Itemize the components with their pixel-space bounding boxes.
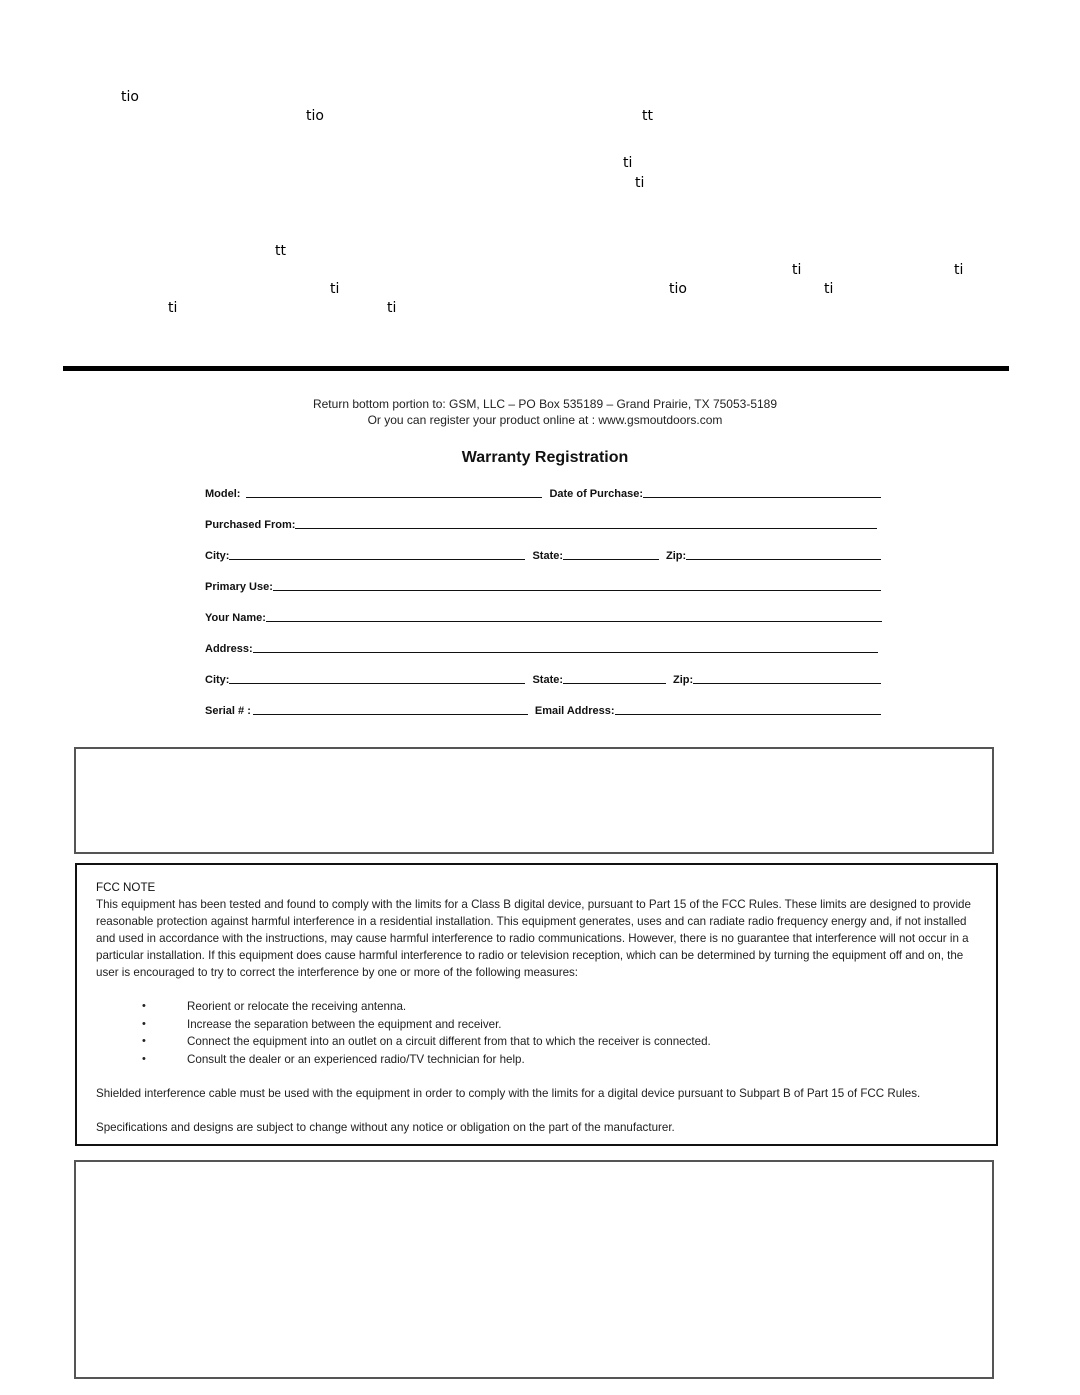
- form-row-serial-email: [205, 701, 881, 717]
- your-name-field[interactable]: [266, 609, 882, 622]
- city-field[interactable]: [229, 547, 525, 560]
- text-fragment: ti: [623, 155, 633, 171]
- fcc-note-title: FCC NOTE: [96, 881, 156, 894]
- city-field-2[interactable]: [229, 671, 525, 684]
- bullet-icon: •: [142, 1017, 146, 1030]
- text-fragment: tio: [121, 89, 139, 105]
- list-item: [96, 1051, 976, 1069]
- city-label-2: City:: [205, 674, 230, 686]
- zip-field-2[interactable]: [693, 671, 881, 684]
- measure-text: Reorient or relocate the receiving antenna.: [187, 1000, 407, 1013]
- date-of-purchase-label: Date of Purchase:: [549, 488, 643, 500]
- form-row-model: [205, 484, 881, 500]
- text-fragment: ti: [954, 262, 964, 278]
- return-address: Return bottom portion to: GSM, LLC – PO Box 535189 – Grand Prairie, TX 75053-5189: [312, 397, 778, 411]
- text-fragment: tio: [306, 108, 324, 124]
- email-address-field[interactable]: [615, 702, 881, 715]
- text-fragment: ti: [387, 300, 397, 316]
- bullet-icon: •: [142, 1052, 146, 1065]
- measure-text: Connect the equipment into an outlet on a circuit different from that to which the receiver is connected.: [187, 1035, 711, 1048]
- fcc-note-body: This equipment has been tested and found to comply with the limits for a Class B digital device, pursuant to Part 15 of the FCC Rules. These limits are designed to provide reasonable protection against harmful interference in a residential installation. This equipment generates, uses and can radiate radio frequency energy and, if not installed and used in accordance with the instructions, may cause harmful interference to radio communications. However, there is no guarantee that interference will not occur in a particular installation. If this equipment does cause harmful interference to radio or television reception, which can be determined by turning the equipment off and on, the user is encouraged to try to correct the interference by one or more of the following measures:: [96, 898, 971, 979]
- text-fragment: ti: [330, 281, 340, 297]
- form-row-primary-use: [205, 577, 881, 593]
- text-fragment: tt: [275, 243, 286, 259]
- text-fragment: ti: [824, 281, 834, 297]
- measure-text: Increase the separation between the equipment and receiver.: [187, 1017, 502, 1031]
- date-of-purchase-field[interactable]: [643, 485, 881, 498]
- primary-use-label: Primary Use:: [205, 581, 273, 593]
- bullet-icon: •: [142, 1035, 146, 1047]
- serial-field[interactable]: [253, 702, 528, 715]
- zip-field[interactable]: [686, 547, 881, 560]
- state-label: State:: [532, 550, 564, 562]
- register-online-note: Or you can register your product online at : www.gsmoutdoors.com: [367, 413, 723, 427]
- empty-box-bottom: [74, 1160, 994, 1379]
- form-row-address: [205, 639, 878, 655]
- text-fragment: tt: [642, 108, 653, 124]
- purchased-from-label: Purchased From:: [205, 519, 296, 531]
- form-row-purchased-from: [205, 515, 877, 531]
- list-item: [96, 1016, 976, 1034]
- cut-line-divider: [63, 366, 1009, 371]
- address-field[interactable]: [253, 640, 878, 653]
- primary-use-field[interactable]: [273, 578, 881, 591]
- form-row-city-state-zip-2: [205, 670, 881, 686]
- form-row-city-state-zip: [205, 546, 881, 562]
- text-fragment: ti: [635, 175, 645, 191]
- state-field-2[interactable]: [563, 671, 666, 684]
- warranty-registration-title: Warranty Registration: [461, 449, 629, 466]
- zip-label-2: Zip:: [673, 674, 694, 686]
- text-fragment: ti: [168, 300, 178, 316]
- email-address-label: Email Address:: [534, 705, 615, 717]
- bullet-icon: •: [142, 1000, 146, 1012]
- city-label: City:: [205, 550, 230, 562]
- list-item: [96, 1033, 976, 1051]
- empty-box-top: [74, 747, 994, 854]
- serial-label: Serial # :: [205, 705, 251, 717]
- state-label-2: State:: [532, 674, 564, 686]
- model-label: Model:: [205, 488, 241, 500]
- fcc-note-box: [75, 863, 998, 1146]
- list-item: [96, 998, 976, 1016]
- state-field[interactable]: [563, 547, 659, 560]
- form-row-your-name: [205, 608, 882, 624]
- model-field[interactable]: [246, 485, 542, 498]
- shielded-cable-note: Shielded interference cable must be used with the equipment in order to comply with the limits for a digital device pursuant to Subpart B of Part 15 of FCC Rules.: [96, 1087, 921, 1100]
- specifications-note: Specifications and designs are subject to change without any notice or obligation on the part of the manufacturer.: [96, 1121, 675, 1134]
- address-label: Address:: [205, 643, 253, 655]
- text-fragment: ti: [792, 262, 802, 278]
- purchased-from-field[interactable]: [295, 516, 877, 529]
- measure-text: Consult the dealer or an experienced radio/TV technician for help.: [187, 1052, 525, 1066]
- fcc-measures-list: [96, 998, 976, 1068]
- your-name-label: Your Name:: [205, 612, 266, 624]
- text-fragment: tio: [669, 281, 687, 297]
- zip-label: Zip:: [666, 550, 687, 562]
